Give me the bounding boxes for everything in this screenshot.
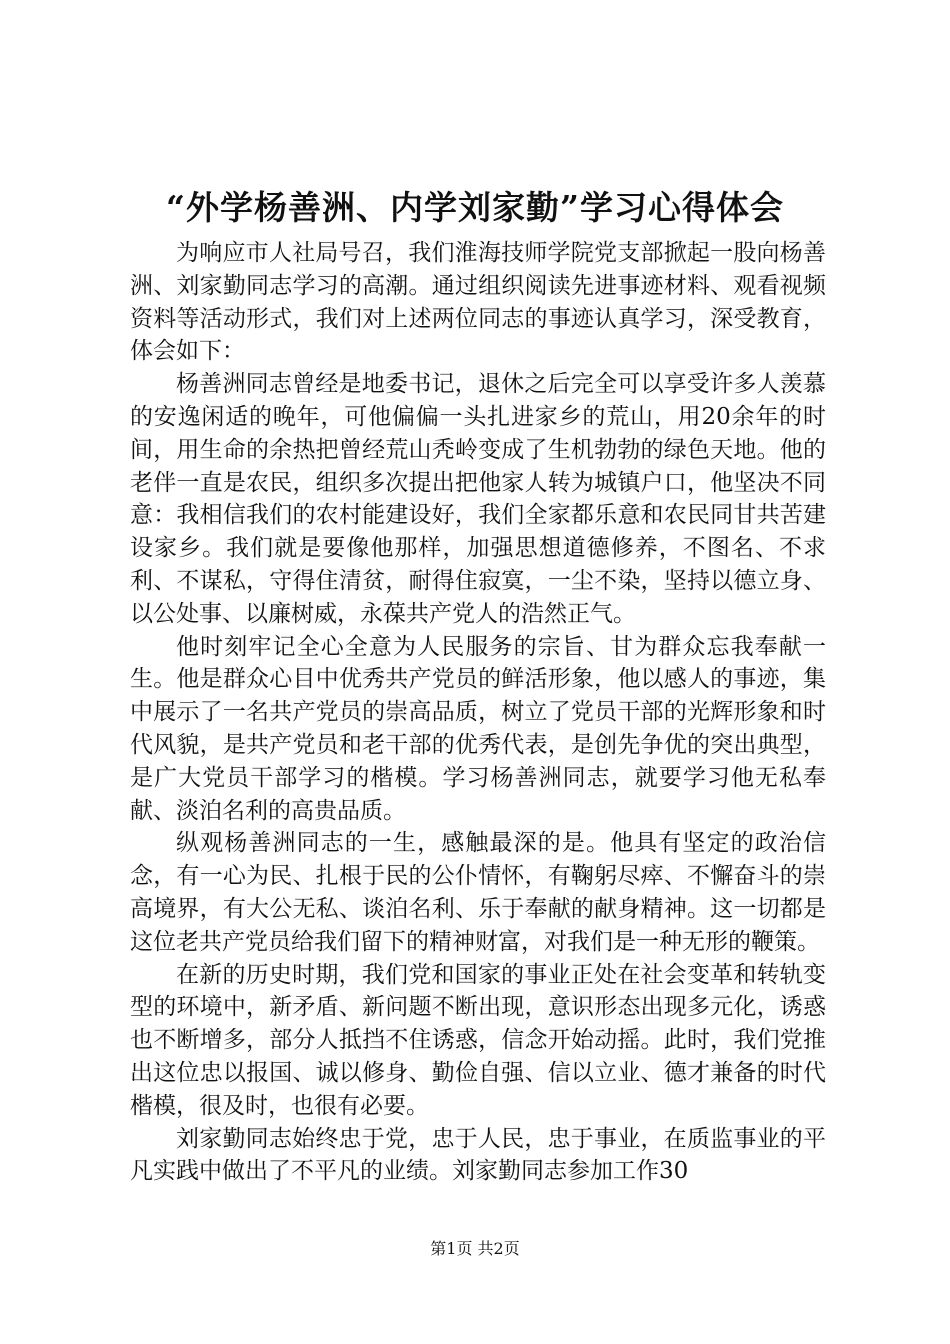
document-body (130, 237, 826, 1188)
paragraph: 纵观杨善洲同志的一生，感触最深的是。他具有坚定的政治信念，有一心为民、扎根于民的公仆情怀，有鞠躬尽瘁、不懈奋斗的崇高境界，有大公无私、谈泊名利、乐于奉献的献身精神。这一切都是这位老共产党员给我们留下的精神财富，对我们是一种无形的鞭策。 (130, 830, 826, 955)
paragraph: 他时刻牢记全心全意为人民服务的宗旨、甘为群众忘我奉献一生。他是群众心目中优秀共产党员的鲜活形象，他以感人的事迹，集中展示了一名共产党员的崇高品质，树立了党员干部的光辉形象和时代风貌，是共产党员和老干部的优秀代表，是创先争优的突出典型，是广大党员干部学习的楷模。学习杨善洲同志，就要学习他无私奉献、淡泊名利的高贵品质。 (130, 633, 826, 824)
paragraph: 刘家勤同志始终忠于党，忠于人民，忠于事业，在质监事业的平凡实践中做出了不平凡的业绩。刘家勤同志参加工作30 (130, 1125, 826, 1185)
paragraph: 为响应市人社局号召，我们淮海技师学院党支部掀起一股向杨善洲、刘家勤同志学习的高潮。通过组织阅读先进事迹材料、观看视频资料等活动形式，我们对上述两位同志的事迹认真学习，深受教育，体会如下： (130, 240, 826, 365)
paragraph: 在新的历史时期，我们党和国家的事业正处在社会变革和转轨变型的环境中，新矛盾、新问题不断出现，意识形态出现多元化，诱惑也不断增多，部分人抵挡不住诱惑，信念开始动摇。此时，我们党推出这位忠以报国、诚以修身、勤俭自强、信以立业、德才兼备的时代楷模，很及时，也很有必要。 (130, 961, 826, 1119)
page-number-footer: 第1页 共2页 (430, 1239, 520, 1258)
paragraph: 杨善洲同志曾经是地委书记，退休之后完全可以享受许多人羡慕的安逸闲适的晚年，可他偏偏一头扎进家乡的荒山，用20余年的时间，用生命的余热把曾经荒山秃岭变成了生机勃勃的绿色天地。他的老伴一直是农民，组织多次提出把他家人转为城镇户口，他坚决不同意：我相信我们的农村能建设好，我们全家都乐意和农民同甘共苦建设家乡。我们就是要像他那样，加强思想道德修养，不图名、不求利、不谋私，守得住清贫，耐得住寂寞，一尘不染，坚持以德立身、以公处事、以廉树威，永葆共产党人的浩然正气。 (130, 371, 826, 627)
document-title: “外学杨善洲、内学刘家勤”学习心得体会 (166, 188, 784, 227)
